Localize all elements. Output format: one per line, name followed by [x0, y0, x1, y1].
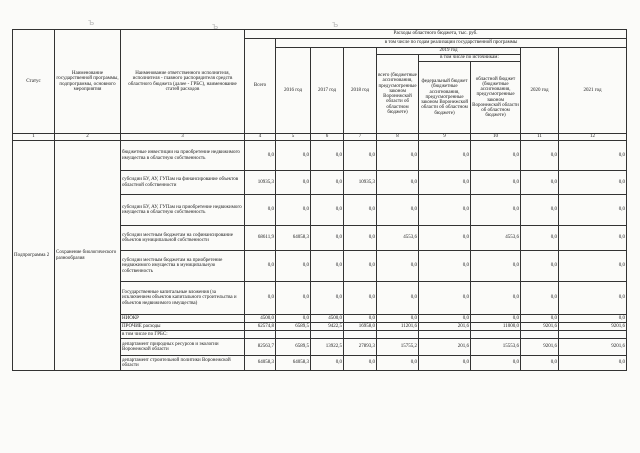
cell-2016: 0,0 [276, 171, 311, 195]
cell-2016: 0,0 [276, 315, 311, 323]
header-2019: 2019 год [377, 48, 521, 55]
cell-2016: 64058,3 [276, 226, 311, 251]
cell-2017: 0,0 [311, 171, 344, 195]
cell-regional: 0,0 [471, 356, 521, 371]
cell-2017: 0,0 [311, 282, 344, 315]
header-expenses-title: Расходы областного бюджета, тыс. руб. [245, 30, 627, 39]
cell-2019: 0,0 [377, 282, 419, 315]
header-2021: 2021 год [559, 48, 627, 134]
cell-federal: 0,0 [419, 171, 471, 195]
column-number: 11 [521, 134, 559, 141]
cell-2020: 0,0 [521, 226, 559, 251]
cell-2021: 0,0 [559, 195, 627, 226]
cell-2017: 9422,5 [311, 323, 344, 331]
row-label: департамент природных ресурсов и экологии Воронежской области [121, 339, 245, 356]
cell-2020: 0,0 [521, 356, 559, 371]
cell-2016: 0,0 [276, 251, 311, 282]
cell-2021: 0,0 [559, 356, 627, 371]
cell-2019: 0,0 [377, 141, 419, 171]
header-2019-all: всего (бюджетные ассигнования, предусмотренные законом Воронежской области об областном бюджете) [377, 55, 419, 134]
scan-speck: ъ [88, 18, 95, 28]
cell-2021: 9201,6 [559, 323, 627, 331]
cell-total: 0,0 [245, 251, 276, 282]
cell-2019: 4553,6 [377, 226, 419, 251]
cell-2018: 0,0 [344, 282, 377, 315]
column-number: 6 [311, 134, 344, 141]
cell-federal: 0,0 [419, 195, 471, 226]
header-in-that-number: в том числе по годам реализации государственной программы [276, 39, 627, 48]
header-2018: 2018 год [344, 48, 377, 134]
cell-2019: 0,0 [377, 315, 419, 323]
column-number: 9 [419, 134, 471, 141]
cell-regional: 0,0 [471, 251, 521, 282]
cell-2016: 0,0 [276, 282, 311, 315]
cell-total: 68611,9 [245, 226, 276, 251]
cell-2021: 0,0 [559, 282, 627, 315]
column-number: 10 [471, 134, 521, 141]
cell-total: 0,0 [245, 141, 276, 171]
grbs-caption: в том числе по ГРБС: [121, 331, 245, 339]
cell-2018: 0,0 [344, 251, 377, 282]
cell-2020: 0,0 [521, 282, 559, 315]
cell-regional: 11000,0 [471, 323, 521, 331]
cell-2020: 0,0 [521, 195, 559, 226]
cell-2019: 0,0 [377, 356, 419, 371]
cell-regional: 15553,6 [471, 339, 521, 356]
row-label: субсидии местным бюджетам на софинансирование объектов муниципальной собственности [121, 226, 245, 251]
cell-2018: 0,0 [344, 356, 377, 371]
header-2020: 2020 год [521, 48, 559, 134]
column-number: 1 [13, 134, 55, 141]
cell-total: 82563,7 [245, 339, 276, 356]
cell-2021: 0,0 [559, 251, 627, 282]
cell-2018: 27893,3 [344, 339, 377, 356]
cell-federal: 0,0 [419, 251, 471, 282]
header-federal: федеральный бюджет (бюджетные ассигнования, предусмотренные законом Воронежской области об областном бюджете) [419, 62, 471, 134]
budget-table [12, 29, 627, 371]
cell-total: 0,0 [245, 195, 276, 226]
header-status: Статус [13, 30, 55, 134]
status-cell: Подпрограмма 2 [13, 141, 55, 371]
cell-2020: 9201,6 [521, 339, 559, 356]
table-row [13, 141, 627, 171]
cell-2021: 9201,6 [559, 339, 627, 356]
row-label: бюджетные инвестиции на приобретение недвижимого имущества в областную собственность [121, 141, 245, 171]
column-number: 2 [55, 134, 121, 141]
cell-2016: 0,0 [276, 141, 311, 171]
column-number: 3 [121, 134, 245, 141]
cell-federal: 201,6 [419, 323, 471, 331]
row-label: департамент строительной политики Воронежской области [121, 356, 245, 371]
column-number: 12 [559, 134, 627, 141]
header-2017: 2017 год [311, 48, 344, 134]
cell-federal: 0,0 [419, 282, 471, 315]
row-label: субсидии местным бюджетам на приобретение недвижимого имущества в муниципальную собственность [121, 251, 245, 282]
cell-total: 0,0 [245, 282, 276, 315]
cell-federal: 0,0 [419, 141, 471, 171]
column-number: 8 [377, 134, 419, 141]
header-2016: 2016 год [276, 48, 311, 134]
cell-2018: 0,0 [344, 141, 377, 171]
cell-2016: 6589,5 [276, 323, 311, 331]
header-by-sources: в том числе по источникам: [419, 55, 521, 62]
scan-speck: ъ [212, 22, 219, 32]
cell-2017: 4500,0 [311, 315, 344, 323]
cell-regional: 0,0 [471, 141, 521, 171]
cell-regional: 0,0 [471, 315, 521, 323]
cell-2019: 15755,2 [377, 339, 419, 356]
cell-2016: 64058,3 [276, 356, 311, 371]
cell-2019: 0,0 [377, 195, 419, 226]
program-cell: Сохранение биологического разнообразия [55, 141, 121, 371]
cell-regional: 4553,6 [471, 226, 521, 251]
row-label: НИОКР [121, 315, 245, 323]
cell-federal: 0,0 [419, 226, 471, 251]
cell-2018: 0,0 [344, 195, 377, 226]
cell-2017: 0,0 [311, 141, 344, 171]
cell-2017: 0,0 [311, 195, 344, 226]
column-number: 5 [276, 134, 311, 141]
cell-regional: 0,0 [471, 195, 521, 226]
row-label: субсидии БУ, АУ, ГУПам на финансирование объектов областной собственности [121, 171, 245, 195]
row-label: субсидии БУ, АУ, ГУПам на приобретение недвижимого имущества в областную собственность [121, 195, 245, 226]
cell-total: 64058,3 [245, 356, 276, 371]
header-program: Наименование государственной программы, подпрограммы, основного мероприятия [55, 30, 121, 134]
header-total: Всего [245, 39, 276, 134]
cell-2017: 0,0 [311, 226, 344, 251]
cell-2018: 0,0 [344, 315, 377, 323]
cell-2021: 0,0 [559, 315, 627, 323]
cell-federal: 0,0 [419, 356, 471, 371]
header-regional: областной бюджет (бюджетные ассигнования, предусмотренные законом Воронежской области об областном бюджете) [471, 62, 521, 134]
cell-2019: 0,0 [377, 251, 419, 282]
row-label: Государственные капитальные вложения (за исключением объектов капитального строительства и объектов недвижимого имущества) [121, 282, 245, 315]
cell-2019: 11201,6 [377, 323, 419, 331]
cell-2020: 0,0 [521, 315, 559, 323]
cell-2019: 0,0 [377, 171, 419, 195]
scan-speck: ъ [332, 20, 339, 30]
cell-2021: 0,0 [559, 141, 627, 171]
cell-regional: 0,0 [471, 282, 521, 315]
cell-2020: 0,0 [521, 141, 559, 171]
cell-regional: 0,0 [471, 171, 521, 195]
cell-2017: 0,0 [311, 356, 344, 371]
cell-2020: 0,0 [521, 251, 559, 282]
column-number: 4 [245, 134, 276, 141]
cell-total: 62574,8 [245, 323, 276, 331]
cell-2017: 13922,5 [311, 339, 344, 356]
cell-2020: 0,0 [521, 171, 559, 195]
cell-2018: 0,0 [344, 226, 377, 251]
cell-2016: 6589,5 [276, 339, 311, 356]
row-label: ПРОЧИЕ расходы [121, 323, 245, 331]
cell-2018: 10935,3 [344, 171, 377, 195]
cell-federal: 0,0 [419, 315, 471, 323]
column-number: 7 [344, 134, 377, 141]
cell-2021: 0,0 [559, 171, 627, 195]
cell-2020: 9201,6 [521, 323, 559, 331]
header-executor: Наименование ответственного исполнителя, исполнителя - главного распорядителя средств областного бюджета (далее - ГРБС), наименование статей расходов [121, 30, 245, 134]
cell-2018: 16958,0 [344, 323, 377, 331]
cell-2021: 0,0 [559, 226, 627, 251]
cell-2017: 0,0 [311, 251, 344, 282]
cell-federal: 201,6 [419, 339, 471, 356]
cell-total: 10935,3 [245, 171, 276, 195]
cell-2016: 0,0 [276, 195, 311, 226]
cell-total: 4500,0 [245, 315, 276, 323]
